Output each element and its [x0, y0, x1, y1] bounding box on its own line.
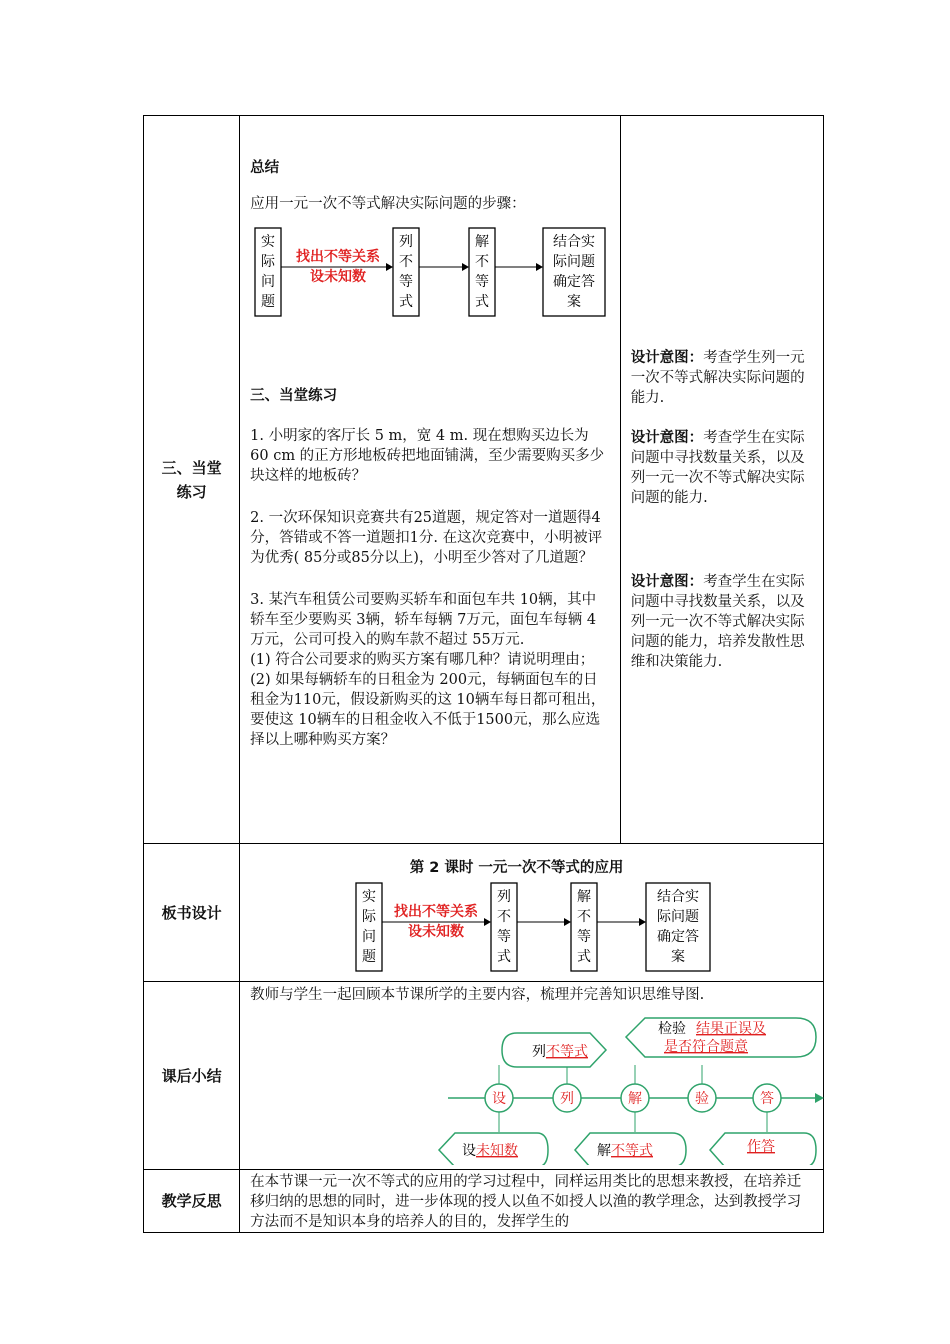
- section-title: 三、当堂练习: [250, 388, 338, 404]
- design-intent-1: 设计意图：考查学生列一元一次不等式解决实际问题的能力.: [630, 350, 805, 406]
- board-content: [240, 844, 824, 982]
- summary-intro: 教师与学生一起回顾本节课所学的主要内容，梳理并完善知识思维导图.: [250, 987, 705, 1003]
- svg-text:结果正误及: 结果正误及: [696, 1021, 767, 1037]
- svg-text:案: 案: [671, 949, 686, 965]
- svg-text:题: 题: [261, 294, 276, 310]
- question-2: 2. 一次环保知识竞赛共有25道题，规定答对一道题得4分，答错或不答一道题扣1分. 在这次竞赛中，小明被评为优秀( 85分或85分以上)，小明至少答对了几道题？: [250, 510, 603, 566]
- svg-text:式: 式: [475, 294, 490, 310]
- svg-text:际: 际: [362, 909, 377, 925]
- summary-label: 课后小结: [144, 982, 240, 1170]
- flow-box-4: [543, 228, 605, 316]
- callout-set-unknown: [439, 1133, 548, 1165]
- mindmap: [240, 1005, 919, 1165]
- svg-text:列不等式: 列不等式: [532, 1044, 589, 1060]
- question-1: 1. 小明家的客厅长 5 m，宽 4 m. 现在想购买边长为 60 cm 的正方形地板砖把地面铺满，至少需要购买多少块这样的地板砖？: [250, 428, 605, 484]
- callout-solve-inequality: [575, 1133, 686, 1165]
- lesson-plan-table: [143, 115, 824, 1233]
- svg-text:设未知数: 设未知数: [462, 1143, 519, 1159]
- mindmap-node-1: [485, 1084, 513, 1112]
- svg-text:实: 实: [362, 889, 377, 905]
- callout-write-inequality: [502, 1033, 606, 1067]
- svg-text:确定答: 确定答: [657, 929, 700, 945]
- svg-text:等: 等: [497, 929, 512, 945]
- svg-text:解: 解: [628, 1091, 643, 1107]
- svg-text:结合实: 结合实: [553, 234, 596, 250]
- svg-text:题: 题: [362, 949, 377, 965]
- steps-intro: 应用一元一次不等式解决实际问题的步骤：: [250, 196, 526, 212]
- svg-text:不: 不: [577, 909, 592, 925]
- mindmap-node-4: [688, 1084, 716, 1112]
- mindmap-node-2: [553, 1084, 581, 1112]
- question-3-part-2: (2) 如果每辆轿车的日租金为 200元，每辆面包车的日租金为110元，假设新购买的这 10辆车每日都可租出，要使这 10辆车的日租金收入不低于1500元，那么应选择以上哪种购买方案？: [250, 672, 606, 748]
- practice-content: [240, 116, 621, 844]
- svg-text:不: 不: [475, 254, 490, 270]
- svg-text:等: 等: [399, 274, 414, 290]
- reflection-row: [144, 1170, 824, 1233]
- board-box-4: [646, 883, 710, 971]
- question-3: 3. 某汽车租赁公司要购买轿车和面包车共 10辆，其中轿车至少要购买 3辆，轿车每辆 7万元，面包车每辆 4万元，公司可投入的购车款不超过 55万元.: [250, 592, 597, 648]
- svg-text:不: 不: [399, 254, 414, 270]
- flow-arrow-label-2: 设未知数: [310, 269, 367, 285]
- svg-text:列: 列: [399, 234, 414, 250]
- flow-box-2: [393, 228, 419, 316]
- question-3-part-1: (1) 符合公司要求的购买方案有哪几种？请说明理由；: [250, 652, 595, 668]
- board-arrow-label-2: 设未知数: [408, 924, 465, 940]
- svg-text:解不等式: 解不等式: [597, 1143, 654, 1159]
- svg-text:式: 式: [399, 294, 414, 310]
- board-row: [144, 844, 824, 982]
- svg-text:案: 案: [567, 294, 582, 310]
- svg-text:问: 问: [261, 274, 276, 290]
- svg-text:设: 设: [492, 1091, 507, 1107]
- svg-text:验: 验: [695, 1091, 710, 1107]
- board-box-3: [571, 883, 597, 971]
- mindmap-node-3: [621, 1084, 649, 1112]
- board-flowchart: [348, 879, 728, 977]
- board-title: 第 2 课时 一元一次不等式的应用: [409, 860, 624, 876]
- design-intent-3: 设计意图：考查学生在实际问题中寻找数量关系，以及列一元一次不等式解决实际问题的能力，培养发散性思维和决策能力.: [630, 574, 805, 670]
- callout-answer: [710, 1133, 816, 1165]
- svg-text:实: 实: [261, 234, 276, 250]
- board-box-2: [491, 883, 517, 971]
- svg-text:是否符合题意: 是否符合题意: [664, 1039, 749, 1055]
- flow-box-1: [255, 228, 281, 316]
- steps-flowchart: [250, 224, 610, 324]
- svg-text:际: 际: [261, 254, 276, 270]
- svg-text:解: 解: [577, 889, 592, 905]
- board-arrow-label-1: 找出不等关系: [394, 904, 479, 920]
- svg-text:列: 列: [560, 1091, 575, 1107]
- svg-text:答: 答: [760, 1091, 775, 1107]
- svg-text:等: 等: [475, 274, 490, 290]
- design-intent-column: [620, 116, 823, 844]
- callout-verify: [626, 1018, 816, 1057]
- summary-content: [240, 982, 824, 1170]
- svg-text:结合实: 结合实: [657, 889, 700, 905]
- reflection-label: 教学反思: [144, 1170, 240, 1233]
- mindmap-node-5: [753, 1084, 781, 1112]
- svg-text:际问题: 际问题: [553, 254, 596, 270]
- svg-text:式: 式: [497, 949, 512, 965]
- board-label: 板书设计: [144, 844, 240, 982]
- svg-text:际问题: 际问题: [657, 909, 700, 925]
- svg-text:不: 不: [497, 909, 512, 925]
- svg-text:等: 等: [577, 929, 592, 945]
- practice-label: 三、当堂 练习: [144, 116, 240, 844]
- svg-text:列: 列: [497, 889, 512, 905]
- svg-text:解: 解: [475, 234, 490, 250]
- svg-text:检验: 检验: [658, 1021, 687, 1037]
- flow-box-3: [469, 228, 495, 316]
- svg-text:问: 问: [362, 929, 377, 945]
- summary-title: 总结: [250, 160, 280, 176]
- svg-text:式: 式: [577, 949, 592, 965]
- svg-text:确定答: 确定答: [553, 274, 596, 290]
- practice-row: [144, 116, 824, 844]
- board-box-1: [356, 883, 382, 971]
- flow-arrow-label-1: 找出不等关系: [296, 249, 381, 265]
- design-intent-2: 设计意图：考查学生在实际问题中寻找数量关系，以及列一元一次不等式解决实际问题的能力.: [630, 430, 805, 506]
- svg-text:作答: 作答: [747, 1139, 776, 1155]
- summary-row: [144, 982, 824, 1170]
- reflection-text: 在本节课一元一次不等式的应用的学习过程中，同样运用类比的思想来教授，在培养迁移归纳的思想的同时，进一步体现的授人以鱼不如授人以渔的教学理念，达到教授学习方法而不是知识本身的培养人的目的，发挥学生的: [250, 1174, 802, 1230]
- reflection-content: [240, 1170, 824, 1233]
